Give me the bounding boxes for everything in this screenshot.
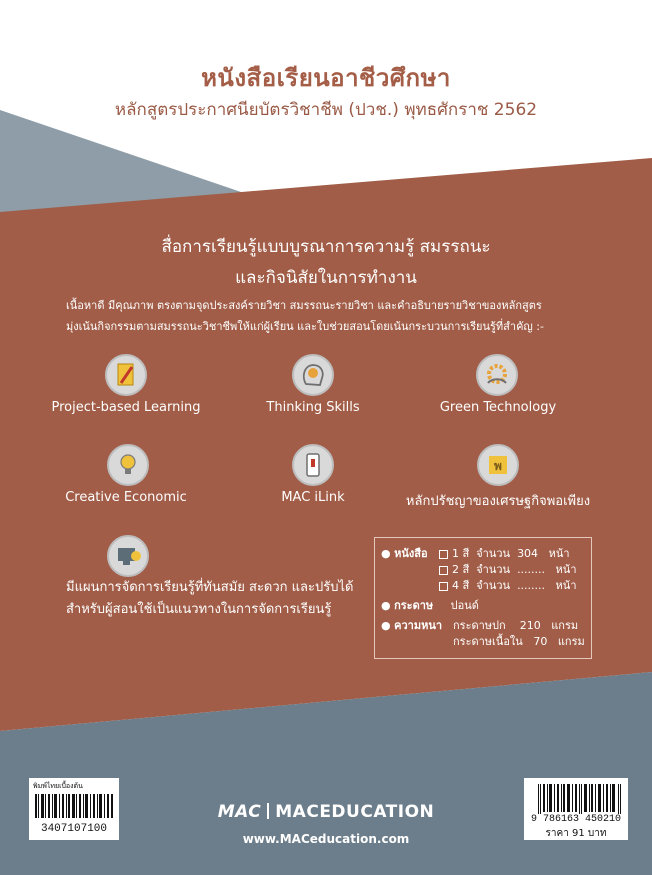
description-line-2: มุ่งเน้นกิจกรรมตามสมรรถนะวิชาชีพให้แก่ผู้เรียน และใบช่วยสอนโดยเน้นกระบวนการเรียนรู้ที่สำคัญ :- bbox=[66, 320, 544, 333]
brain-head-icon bbox=[292, 354, 334, 396]
lesson-plan-line-2: สำหรับผู้สอนใช้เป็นแนวทางในการจัดการเรียนรู้ bbox=[66, 602, 332, 617]
mac-logo: MAC bbox=[217, 802, 262, 822]
brand-divider bbox=[267, 803, 269, 819]
curriculum-subtitle: หลักสูตรประกาศนียบัตรวิชาชีพ (ปวช.) พุทธศักราช 2562 bbox=[114, 100, 538, 120]
price-label: ราคา 91 บาท bbox=[545, 828, 607, 839]
print-option-row-2: 2 สี จำนวน ........ หน้า bbox=[439, 562, 577, 577]
feature-label-project-based-learning: Project-based Learning bbox=[51, 400, 201, 415]
barcode-right-number: 9 786163 450210 bbox=[530, 814, 621, 825]
feature-label-green-technology: Green Technology bbox=[439, 400, 557, 415]
smartphone-icon bbox=[292, 444, 334, 486]
lightbulb-icon bbox=[107, 444, 149, 486]
description bbox=[66, 295, 596, 337]
headline-line-1: สื่อการเรียนรู้แบบบูรณาการความรู้ สมรรถนะ bbox=[161, 237, 491, 257]
description-line-1: เนื้อหาดี มีคุณภาพ ตรงตามจุดประสงค์รายวิชา สมรรถนะรายวิชา และคำอธิบายรายวิชาของหลักสูตร bbox=[66, 299, 542, 312]
barcode-left-number: 3407107100 bbox=[40, 823, 107, 835]
feature-label-thinking-skills: Thinking Skills bbox=[266, 400, 360, 415]
book-series-title: หนังสือเรียนอาชีวศึกษา bbox=[201, 64, 451, 92]
gear-leaf-icon bbox=[476, 354, 518, 396]
print-option-row-1: 1 สี จำนวน 304 หน้า bbox=[439, 546, 570, 561]
headline-line-2: และกิจนิสัยในการทำงาน bbox=[235, 268, 417, 288]
paper-row: ● กระดาษ ปอนด์ bbox=[381, 599, 479, 612]
barcode-left-caption: พิมพ์ไทยเบื้องต้น bbox=[33, 782, 83, 790]
lesson-plan-line-1: มีแผนการจัดการเรียนรู้ที่ทันสมัย สะดวก และปรับได้ bbox=[66, 580, 354, 595]
print-spec-box bbox=[374, 537, 592, 659]
cover-paper-row: กระดาษปก 210 แกรม bbox=[453, 619, 579, 632]
book-label-row: ● หนังสือ bbox=[381, 547, 428, 560]
checkbox-1-color bbox=[439, 550, 448, 559]
checkbox-4-color bbox=[439, 582, 448, 591]
feature-label-creative-economic: Creative Economic bbox=[65, 490, 187, 505]
book-label: หนังสือ bbox=[394, 547, 428, 560]
thickness-row: ● ความหนา bbox=[381, 619, 443, 632]
inner-paper-row: กระดาษเนื้อใน 70 แกรม bbox=[453, 635, 585, 648]
lesson-plan-note bbox=[66, 577, 366, 621]
brand-name: MACEDUCATION bbox=[275, 802, 435, 822]
computer-disc-icon bbox=[107, 535, 149, 577]
main-headline bbox=[0, 232, 652, 294]
checkbox-2-color bbox=[439, 566, 448, 575]
notebook-pencil-icon bbox=[105, 354, 147, 396]
print-option-row-3: 4 สี จำนวน ........ หน้า bbox=[439, 578, 577, 593]
feature-label-sufficiency-economy: หลักปรัชญาของเศรษฐกิจพอเพียง bbox=[405, 494, 591, 509]
website-url: www.MACeducation.com bbox=[242, 832, 410, 846]
svg-text:พ: พ bbox=[494, 459, 502, 473]
feature-label-mac-ilink: MAC iLink bbox=[281, 490, 345, 505]
brand-lockup bbox=[0, 802, 652, 822]
sufficiency-badge-icon bbox=[477, 444, 519, 486]
